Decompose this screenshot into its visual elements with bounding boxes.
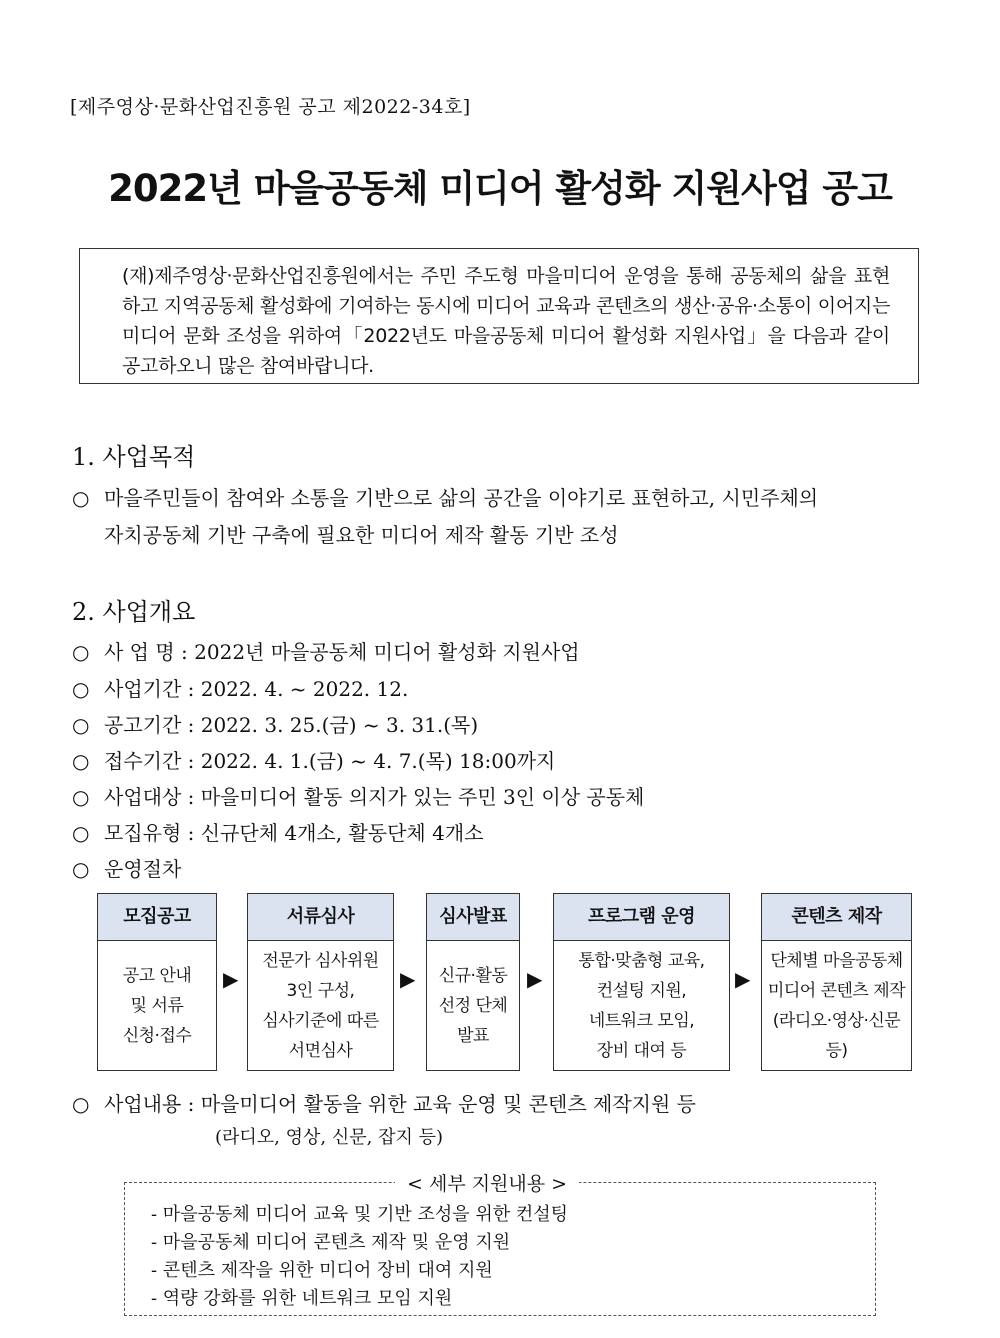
circle-bullet-icon: ○: [72, 677, 90, 701]
flow-step-title: 심사발표: [427, 894, 519, 941]
overview-item-name: [72, 636, 580, 665]
item-label: 공고기간: [104, 713, 182, 737]
list-item: - 마을공동체 미디어 교육 및 기반 조성을 위한 컨설팅: [151, 1204, 569, 1225]
item-value: : 2022. 3. 25.(금) ~ 3. 31.(목): [181, 713, 479, 737]
circle-bullet-icon: ○: [72, 640, 90, 664]
detail-support-title: < 세부 지원내용 >: [395, 1169, 579, 1196]
announcement-number: [제주영상·문화산업진흥원 공고 제2022-34호]: [70, 96, 471, 118]
detail-support-list: [151, 1201, 568, 1313]
item-label: 사 업 명: [104, 640, 175, 664]
circle-bullet-icon: ○: [72, 821, 90, 845]
list-item: - 콘텐츠 제작을 위한 미디어 장비 대여 지원: [151, 1260, 493, 1281]
flow-step-recruit: [97, 893, 217, 1071]
flow-step-body: 단체별 마을공동체 미디어 콘텐츠 제작 (라디오·영상·신문 등): [767, 951, 906, 1061]
item-label: 접수기간: [104, 749, 182, 773]
flow-step-title: 서류심사: [248, 894, 393, 941]
circle-bullet-icon: ○: [72, 486, 90, 510]
circle-bullet-icon: ○: [72, 1092, 90, 1116]
circle-bullet-icon: ○: [72, 713, 90, 737]
item-label: 사업기간: [104, 677, 182, 701]
section-2-heading: 2. 사업개요: [72, 598, 196, 626]
flow-step-content: [761, 893, 912, 1071]
overview-item-procedure: [72, 853, 181, 882]
item-label: 사업대상: [104, 785, 182, 809]
item-value: : 2022년 마을공동체 미디어 활성화 지원사업: [174, 640, 580, 664]
flow-step-body: 공고 안내 및 서류 신청·접수: [122, 966, 192, 1046]
purpose-line-1: [72, 482, 818, 511]
item-label: 모집유형: [104, 821, 182, 845]
overview-item-notice-period: [72, 709, 478, 738]
procedure-flow: [97, 893, 917, 1073]
flow-step-screening: [247, 893, 394, 1071]
arrow-right-icon: ▶: [223, 967, 239, 991]
overview-item-content: [72, 1088, 696, 1117]
circle-bullet-icon: ○: [72, 785, 90, 809]
flow-step-title: 모집공고: [98, 894, 216, 941]
flow-step-title: 프로그램 운영: [554, 894, 729, 941]
item-value: : 마을미디어 활동 의지가 있는 주민 3인 이상 공동체: [181, 785, 645, 809]
overview-item-period: [72, 673, 408, 702]
item-value: : 마을미디어 활동을 위한 교육 운영 및 콘텐츠 제작지원 등: [181, 1092, 696, 1116]
page-title: 2022년 마을공동체 미디어 활성화 지원사업 공고: [108, 167, 892, 210]
flow-step-body: 통합·맞춤형 교육, 컨설팅 지원, 네트워크 모임, 장비 대여 등: [578, 951, 705, 1061]
flow-step-program: [553, 893, 730, 1071]
overview-item-receipt-period: [72, 745, 555, 774]
overview-item-type: [72, 817, 483, 846]
content-note: (라디오, 영상, 신문, 잡지 등): [215, 1127, 443, 1148]
purpose-text-1: 마을주민들이 참여와 소통을 기반으로 삶의 공간을 이야기로 표현하고, 시민주체의: [104, 486, 819, 510]
purpose-line-2: 자치공동체 기반 구축에 필요한 미디어 제작 활동 기반 조성: [104, 523, 619, 547]
flow-step-announce: [426, 893, 520, 1071]
item-label: 사업내용: [104, 1092, 182, 1116]
item-value: : 2022. 4. ~ 2022. 12.: [181, 677, 409, 701]
arrow-right-icon: ▶: [735, 967, 751, 991]
detail-support-box: [124, 1173, 876, 1316]
circle-bullet-icon: ○: [72, 857, 90, 881]
flow-step-title: 콘텐츠 제작: [762, 894, 911, 941]
list-item: - 역량 강화를 위한 네트워크 모임 지원: [151, 1288, 453, 1309]
flow-step-body: 전문가 심사위원 3인 구성, 심사기준에 따른 서면심사: [262, 951, 379, 1061]
section-1-heading: 1. 사업목적: [72, 443, 196, 471]
circle-bullet-icon: ○: [72, 749, 90, 773]
overview-item-target: [72, 781, 644, 810]
item-label: 운영절차: [104, 857, 182, 881]
item-value: : 2022. 4. 1.(금) ~ 4. 7.(목) 18:00까지: [181, 749, 556, 773]
flow-step-body: 신규·활동 선정 단체 발표: [438, 966, 508, 1046]
item-value: : 신규단체 4개소, 활동단체 4개소: [181, 821, 484, 845]
arrow-right-icon: ▶: [527, 967, 543, 991]
list-item: - 마을공동체 미디어 콘텐츠 제작 및 운영 지원: [151, 1232, 511, 1253]
arrow-right-icon: ▶: [400, 967, 416, 991]
intro-box: (재)제주영상·문화산업진흥원에서는 주민 주도형 마을미디어 운영을 통해 공동체의 삶을 표현하고 지역공동체 활성화에 기여하는 동시에 미디어 교육과 콘텐츠의 생산·공유·소통이 이어지는 미디어 문화 조성을 위하여「2022년도 마을공동체 미디어 활성화 지원사업」을 다음과 같이 공고하오니 많은 참여바랍니다.: [79, 248, 919, 384]
